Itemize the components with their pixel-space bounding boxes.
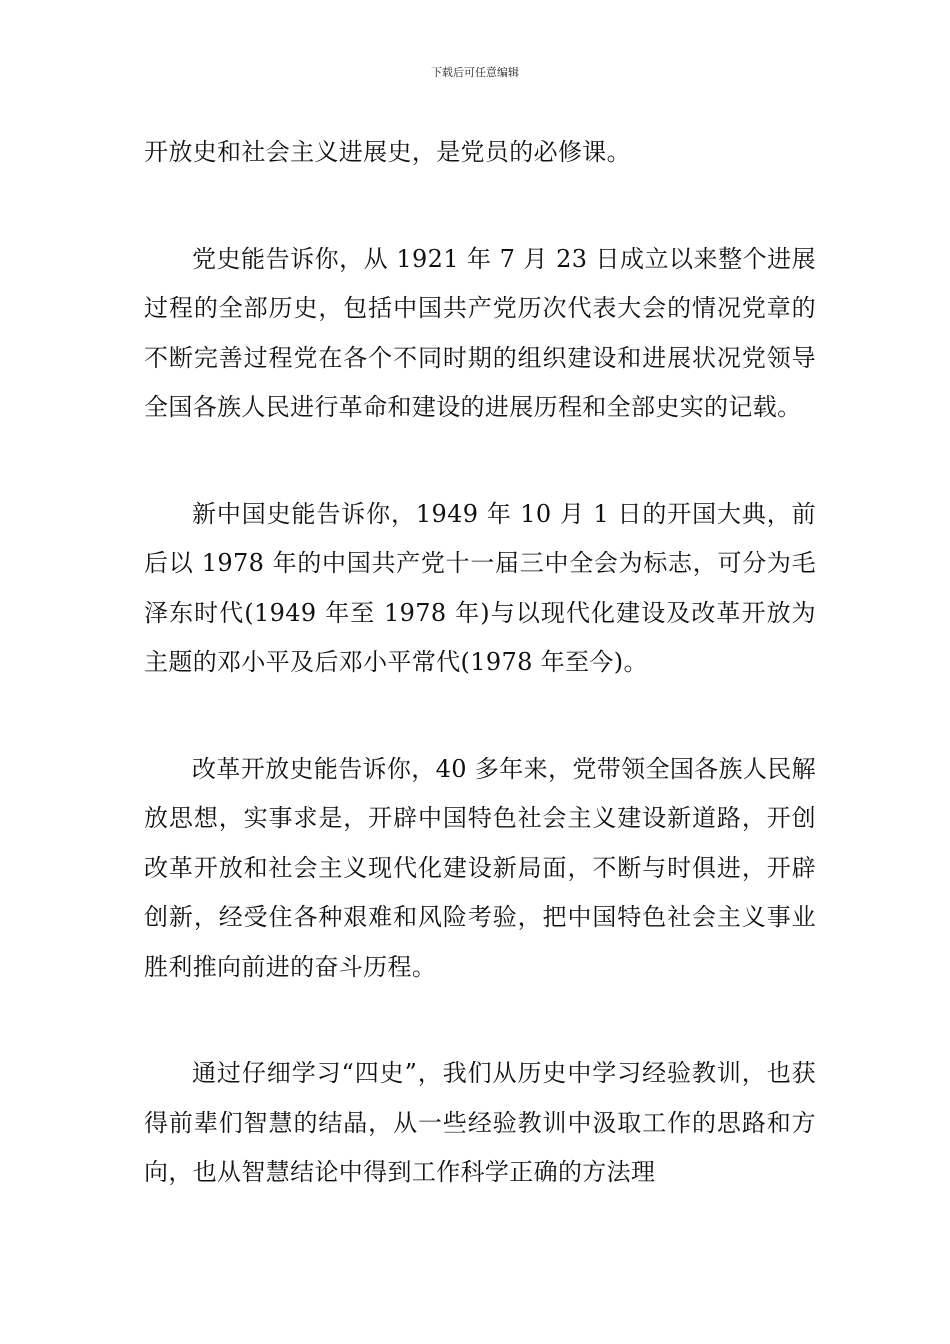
paragraph-gap	[144, 178, 816, 235]
paragraph-gap	[144, 433, 816, 490]
paragraph-four-histories: 通过仔细学习“四史”，我们从历史中学习经验教训，也获得前辈们智慧的结晶，从一些经验教训中汲取工作的思路和方向，也从智慧结论中得到工作科学正确的方法理	[144, 1059, 816, 1186]
paragraph-continuation: 开放史和社会主义进展史，是党员的必修课。	[144, 138, 631, 166]
paragraph-new-china-history: 新中国史能告诉你，1949 年 10 月 1 日的开国大典，前后以 1978 年的中国共产党十一届三中全会为标志，可分为毛泽东时代(1949 年至 1978 年)与以现代化建设及改革开放为主题的邓小平及后邓小平常代(1978 年至今)。	[144, 499, 816, 676]
page-header: 下载后可任意编辑	[431, 66, 519, 79]
paragraph-reform-history: 改革开放史能告诉你，40 多年来，党带领全国各族人民解放思想，实事求是，开辟中国特色社会主义建设新道路，开创改革开放和社会主义现代化建设新局面，不断与时俱进，开辟创新，经受住各种艰难和风险考验，把中国特色社会主义事业胜利推向前进的奋斗历程。	[144, 754, 816, 981]
document-body	[144, 128, 816, 1198]
paragraph-gap	[144, 688, 816, 745]
paragraph-party-history: 党史能告诉你，从 1921 年 7 月 23 日成立以来整个进展过程的全部历史，包括中国共产党历次代表大会的情况党章的不断完善过程党在各个不同时期的组织建设和进展状况党领导全国各族人民进行革命和建设的进展历程和全部史实的记载。	[144, 244, 816, 421]
paragraph-gap	[144, 992, 816, 1049]
